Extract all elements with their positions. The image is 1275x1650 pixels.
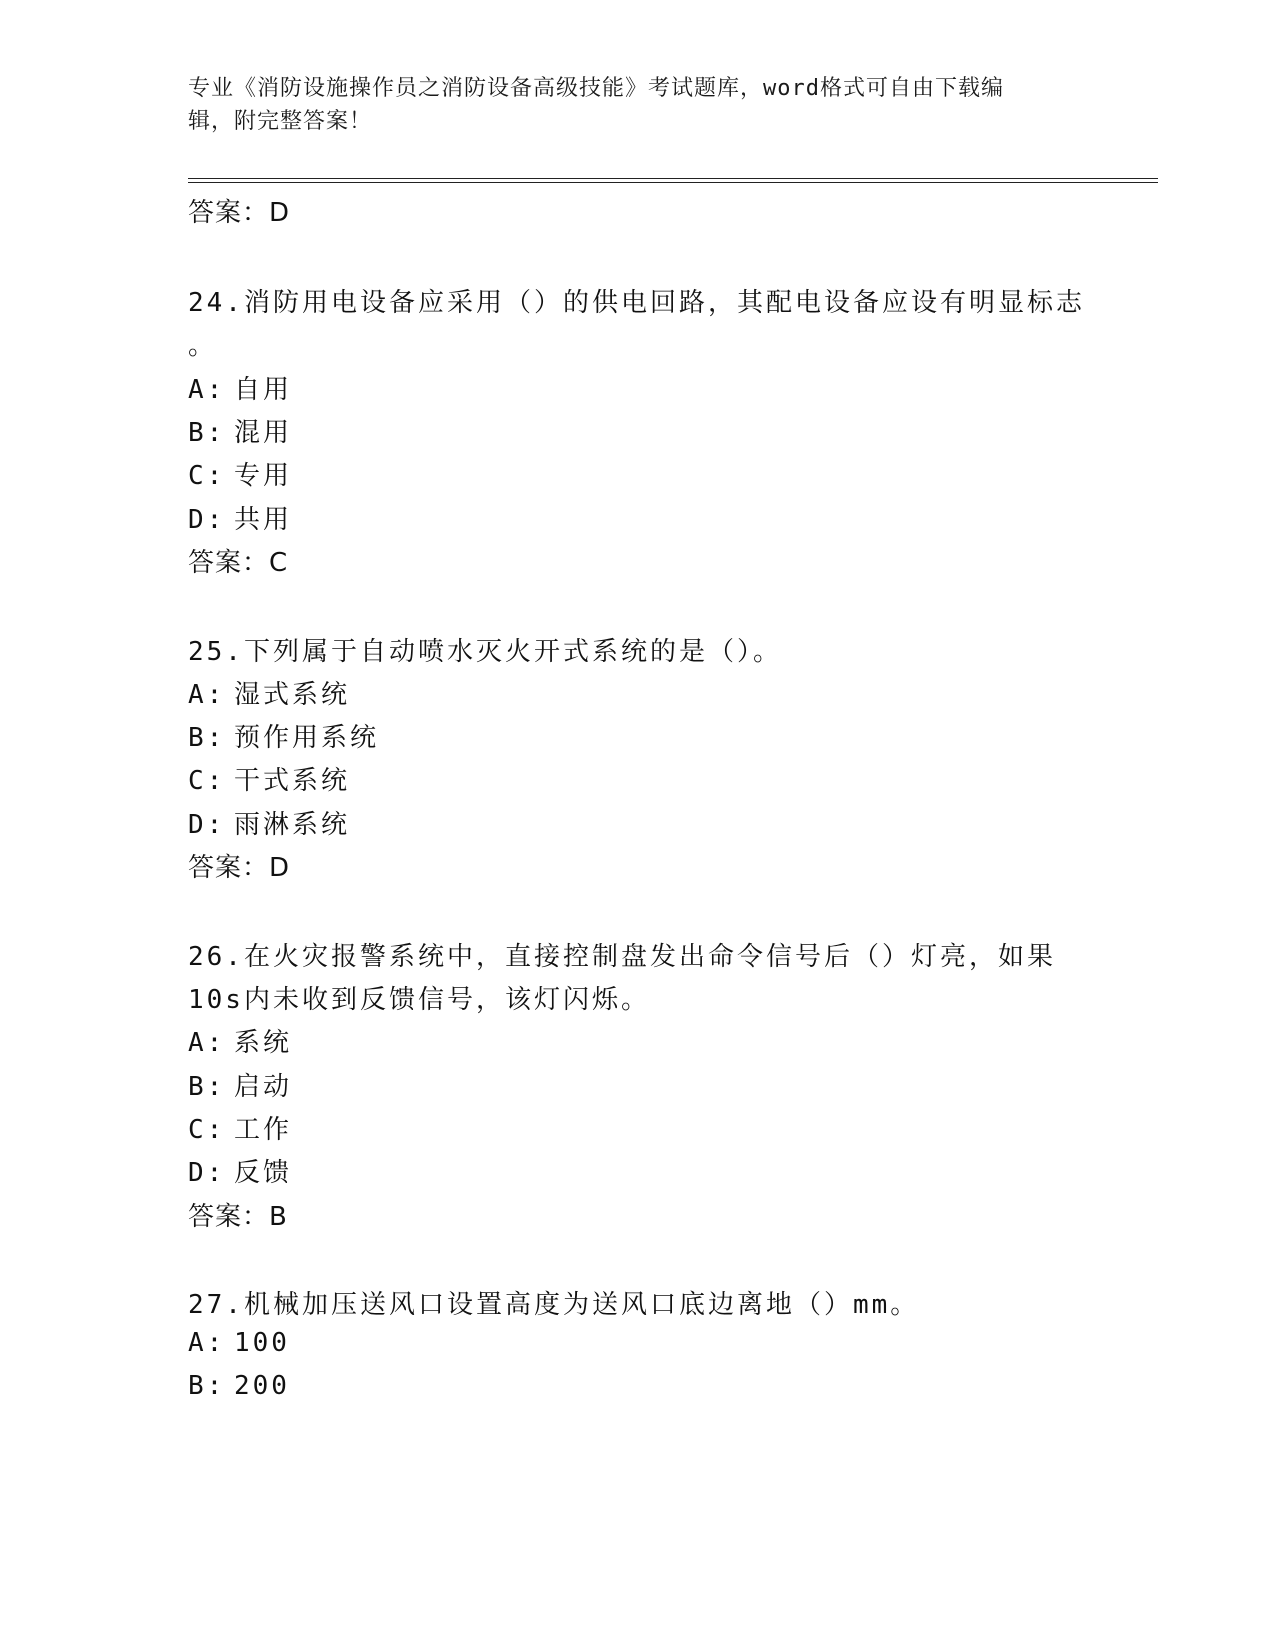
question-24-answer: 答案：C (188, 548, 289, 578)
question-24-stem: 24.消防用电设备应采用（）的供电回路，其配电设备应设有明显标志 (188, 288, 1085, 318)
question-24-option-c: C: 专用 (188, 461, 293, 491)
question-27-option-b: B: 200 (188, 1371, 290, 1401)
question-24-option-a: A: 自用 (188, 375, 293, 405)
question-24-option-d: D: 共用 (188, 505, 293, 535)
question-26-option-b: B: 启动 (188, 1072, 293, 1102)
question-26-option-d: D: 反馈 (188, 1158, 293, 1188)
document-header (188, 72, 1068, 138)
question-25-option-d: D: 雨淋系统 (188, 810, 351, 840)
question-26-answer: 答案：B (188, 1202, 288, 1232)
answer-previous: 答案：D (188, 198, 291, 228)
question-25-option-c: C: 干式系统 (188, 766, 351, 796)
question-25-option-a: A: 湿式系统 (188, 680, 351, 710)
header-line-1: 专业《消防设施操作员之消防设备高级技能》考试题库，word格式可自由下载编 (188, 76, 1004, 101)
question-24-stem-cont: 。 (188, 331, 218, 361)
question-26-stem: 26.在火灾报警系统中，直接控制盘发出命令信号后（）灯亮，如果 (188, 942, 1056, 972)
question-24-option-b: B: 混用 (188, 418, 293, 448)
question-26-option-c: C: 工作 (188, 1115, 293, 1145)
question-26-option-a: A: 系统 (188, 1028, 293, 1058)
header-line-2: 辑，附完整答案！ (188, 109, 373, 134)
header-rule-bottom (188, 182, 1158, 183)
question-27-stem: 27.机械加压送风口设置高度为送风口底边离地（）mm。 (188, 1290, 920, 1320)
question-25-stem: 25.下列属于自动喷水灭火开式系统的是（）。 (188, 637, 782, 667)
question-27-option-a: A: 100 (188, 1328, 290, 1358)
question-25-option-b: B: 预作用系统 (188, 723, 380, 753)
header-rule-top (188, 178, 1158, 179)
question-25-answer: 答案：D (188, 853, 291, 883)
question-26-stem-cont: 10s内未收到反馈信号，该灯闪烁。 (188, 985, 650, 1015)
